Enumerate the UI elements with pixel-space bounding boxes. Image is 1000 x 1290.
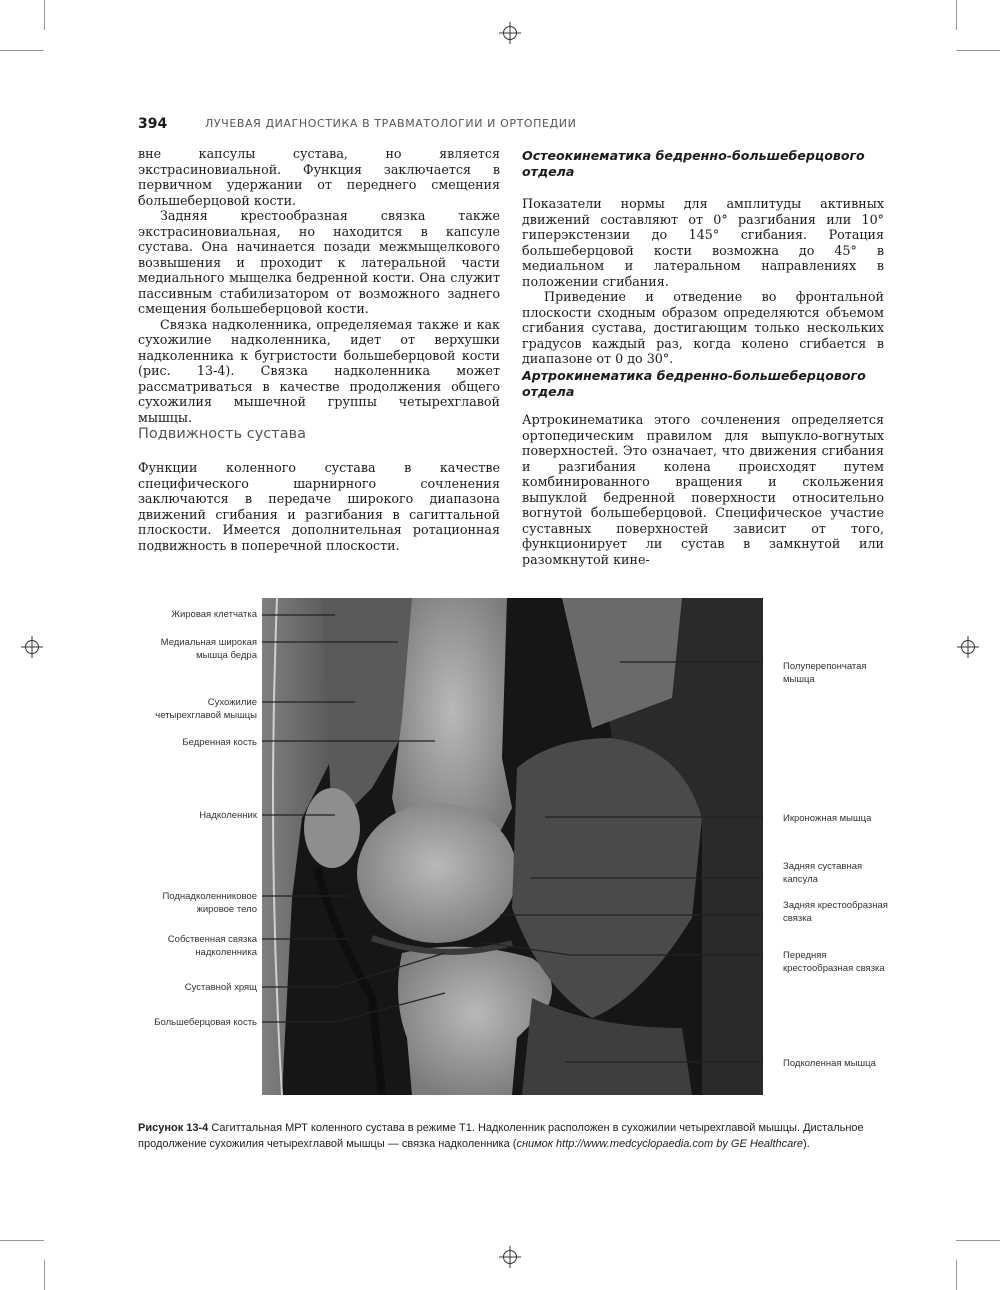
- label-fat-tissue: Жировая клетчатка: [171, 609, 257, 620]
- page-number: 394: [138, 116, 168, 132]
- label-gastrocnemius: Икроножная мышца: [783, 813, 872, 824]
- right-paragraph-3: Артрокинематика этого сочленения определяется ортопедическим правилом для выпукло-вогнутых поверхностей. Это означает, что движения сгибания и разгибания колена происходят путем комбинированного вращения и скольжения выпуклой бедренной поверхности относительно вогнутой большеберцовой. Специфическое участие суставных поверхностей зависит от того, функционирует ли сустав в замкнутой или разомкнутой кине-: [522, 412, 884, 567]
- label-anterior-cruciate-ligament: Передняя крестообразная связка: [783, 950, 885, 974]
- label-posterior-cruciate-ligament: Задняя крестообразная связка: [783, 900, 888, 924]
- left-paragraph-4: Функции коленного сустава в качестве специфического шарнирного сочленения заключаются в передаче широкого диапазона движений сгибания и разгибания в сагиттальной плоскости. Имеется дополнительная ротационная подвижность в поперечной плоскости.: [138, 460, 500, 553]
- left-paragraph-3: Связка надколенника, определяемая также и как сухожилие надколенника, идет от верхушки надколенника к бугристости большеберцовой кости (рис. 13-4). Связка надколенника может рассматриваться в качестве продолжения общего сухожилия мышечной группы четырехглавой мышцы.: [138, 316, 500, 425]
- label-popliteus: Подколенная мышца: [783, 1058, 876, 1069]
- caption-label: Рисунок 13-4: [138, 1122, 209, 1134]
- section-heading: Подвижность сустава: [138, 426, 307, 442]
- label-tibia: Большеберцовая кость: [154, 1017, 257, 1028]
- label-vastus-medialis: Медиальная широкая мышца бедра: [160, 637, 257, 661]
- caption-end: ).: [803, 1138, 810, 1150]
- leader-line: [480, 942, 763, 955]
- subheading-arthrokinematics: Артрокинематика бедренно-большеберцового отдела: [522, 368, 866, 399]
- label-femur: Бедренная кость: [182, 737, 257, 748]
- leader-line: [262, 993, 445, 1022]
- label-articular-cartilage: Суставной хрящ: [184, 982, 257, 993]
- label-quadriceps-tendon: Сухожилие четырехглавой мышцы: [155, 697, 257, 721]
- right-paragraph-2: Приведение и отведение во фронтальной плоскости сходным образом определяются объемом сгибания сустава, достигающим только нескольких градусов каждый раз, когда колено сгибается в диапазоне от 0 до 30°.: [522, 289, 884, 366]
- label-infrapatellar-fat-pad: Поднадколенниковое жировое тело: [162, 891, 257, 915]
- label-posterior-capsule: Задняя суставная капсула: [783, 861, 863, 885]
- subheading-osteokinematics: Остеокинематика бедренно-большеберцового отдела: [522, 148, 865, 179]
- label-patella: Надколенник: [199, 810, 257, 821]
- left-paragraph-2: Задняя крестообразная связка также экстрасиновиальная, но находится в капсуле сустава. Она начинается позади межмыщелкового возвышения и проходит к латеральной части медиального мыщелка бедренной кости. Она служит пассивным стабилизатором от возможного заднего смещения большеберцовой кости.: [138, 208, 500, 316]
- label-patellar-ligament: Собственная связка надколенника: [167, 934, 257, 958]
- label-semimembranosus: Полуперепончатая мышца: [783, 661, 867, 685]
- leader-line: [262, 953, 445, 987]
- caption-text: Сагиттальная МРТ коленного сустава в режиме Т1. Надколенник расположен в сухожилии четырехглавой мышцы. Дистальное продолжение сухожилия четырехглавой мышцы — связка надколенника (: [138, 1122, 864, 1150]
- left-paragraph-1: вне капсулы сустава, но является экстрасиновиальной. Функция заключается в первичном удержании от переднего смещения большеберцовой кости.: [138, 146, 500, 208]
- right-paragraph-1: Показатели нормы для амплитуды активных движений составляют от 0° разгибания или 10° гиперэкстензии до 145° сгибания. Ротация большеберцовой кости возможна до 45° в медиальном и латеральном направлениях в положении сгибания.: [522, 196, 884, 289]
- caption-source: снимок http://www.medcyclopaedia.com by GE Healthcare: [516, 1138, 804, 1150]
- running-title: ЛУЧЕВАЯ ДИАГНОСТИКА В ТРАВМАТОЛОГИИ И ОРТОПЕДИИ: [205, 117, 577, 130]
- figure-caption: [138, 1120, 878, 1152]
